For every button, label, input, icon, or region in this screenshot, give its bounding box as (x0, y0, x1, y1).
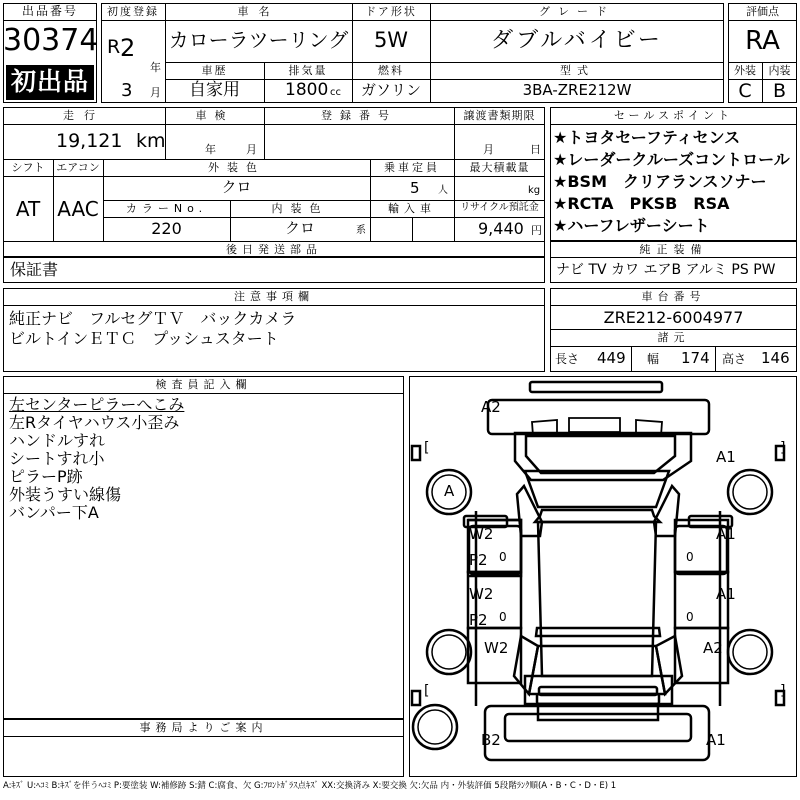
aircon-value: AAC (57, 197, 99, 221)
zero-mark: 0 (499, 610, 507, 624)
registration-year: 2 (120, 34, 136, 62)
first-listing-label: 初出品 (10, 67, 89, 96)
displacement-unit: cc (330, 87, 341, 98)
score-value: RA (745, 26, 780, 56)
genuine-equipment-value: ナビ TV カワ エアB アルミ PS PW (556, 262, 776, 278)
registration-header: 初度登録 (107, 5, 159, 18)
transfer-day-unit: 日 (530, 143, 541, 156)
history-value: 自家用 (189, 80, 240, 100)
damage-mark: A1 (716, 525, 736, 543)
registration-month-unit: 月 (150, 86, 161, 99)
displacement-header: 排気量 (288, 64, 328, 77)
sales-point-item: ★トヨタセーフティセンス (553, 128, 741, 147)
legend: A:ｷｽﾞ U:ﾍｺﾐ B:ｷｽﾞを伴うﾍｺﾐ P:要塗装 W:補修跡 S:錆 C:腐食、欠 G:ﾌﾛﾝﾄｶﾞﾗｽ点ｷｽﾞ XX:交換済み X:要交換 欠:欠品 内・外装評価 5段階ﾗﾝｸ順(A・B・C・D・E) 1 (3, 781, 617, 791)
office-header: 事務局よりご案内 (139, 721, 268, 734)
damage-mark: A (444, 482, 455, 500)
interior-color-unit: 系 (356, 225, 366, 236)
length-value: 449 (597, 349, 626, 367)
fuel-value: ガソリン (360, 81, 421, 99)
damage-mark: B2 (481, 731, 501, 749)
transfer-deadline-header: 譲渡書類期限 (463, 109, 536, 122)
inspector-line: シートすれ小 (9, 449, 105, 468)
score-header: 評価点 (746, 5, 779, 18)
notes-header: 注意事項欄 (234, 290, 314, 303)
damage-mark: W2 (469, 525, 494, 543)
registration-month: 3 (121, 80, 133, 101)
fuel-header: 燃料 (378, 64, 404, 77)
chassis-value: ZRE212-6004977 (603, 308, 744, 327)
genuine-equipment-header: 純正装備 (639, 243, 708, 256)
damage-mark: P2 (469, 551, 488, 569)
exterior-score-header: 外装 (734, 64, 756, 77)
inspection-header: 車検 (195, 109, 234, 122)
shift-value: AT (15, 197, 41, 221)
interior-score: B (772, 80, 787, 102)
grade-value: ダブルバイビー (491, 28, 663, 53)
capacity-header: 乗車定員 (384, 161, 440, 174)
inspection-year-unit: 年 (205, 143, 216, 156)
later-parts-value: 保証書 (10, 260, 59, 279)
damage-mark: A1 (706, 731, 726, 749)
bracket: [ (424, 440, 430, 456)
exterior-color-header: 外装色 (208, 161, 265, 174)
dimensions-header: 諸元 (657, 331, 690, 344)
damage-mark: A2 (703, 639, 723, 657)
damage-mark: P2 (469, 611, 488, 629)
exterior-score: C (738, 80, 752, 102)
registration-year-unit: 年 (150, 61, 161, 74)
notes-line: 純正ナビ フルセグＴＶ バックカメラ (9, 309, 297, 328)
bracket: ] (780, 440, 786, 456)
recycle-value: 9,440 (478, 219, 524, 238)
width-value: 174 (681, 349, 710, 367)
later-parts-section (3, 257, 545, 283)
damage-mark: W2 (484, 639, 509, 657)
sales-point-item: ★BSM クリアランスソナー (553, 172, 767, 191)
model-value: 3BA-ZRE212W (522, 81, 632, 99)
registration-era: R (107, 36, 121, 58)
exterior-color-value: クロ (221, 178, 252, 196)
zero-mark: 0 (686, 550, 694, 564)
inspector-line: ハンドルすれ (9, 431, 106, 450)
sales-point-item: ★RCTA PKSB RSA (553, 194, 730, 213)
car-name-header: 車名 (237, 5, 280, 18)
zero-mark: 0 (499, 550, 507, 564)
damage-mark: A2 (481, 398, 501, 416)
recycle-unit: 円 (531, 224, 542, 237)
inspector-line: 外装うすい線傷 (9, 485, 122, 504)
damage-mark: A1 (716, 585, 736, 603)
mileage-value: 19,121 (56, 130, 123, 152)
height-label: 高さ (722, 352, 747, 366)
capacity-unit: 人 (438, 185, 448, 196)
damage-mark: W2 (469, 585, 494, 603)
inspector-line: 左センターピラーへこみ (9, 395, 185, 414)
capacity-value: 5 (410, 179, 420, 197)
aircon-header: エアコン (56, 161, 100, 174)
length-label: 長さ (555, 352, 580, 366)
interior-color-header: 内装色 (271, 202, 329, 215)
interior-score-header: 内装 (768, 64, 791, 77)
color-no-header: カラーNo. (125, 202, 208, 215)
inspector-header: 検査員記入欄 (155, 378, 252, 391)
recycle-header: リサイクル預託金 (460, 202, 539, 213)
car-diagram (409, 376, 797, 777)
door-header: ドア形状 (365, 5, 417, 18)
history-header: 車歴 (201, 64, 228, 77)
grade-header: グレード (539, 5, 615, 18)
inspection-month-unit: 月 (246, 143, 257, 156)
mileage-unit: km (136, 130, 166, 152)
door-value: 5W (373, 28, 409, 52)
damage-mark: A1 (716, 448, 736, 466)
later-parts-header: 後日発送部品 (226, 243, 322, 256)
sales-point-item: ★レーダークルーズコントロール (553, 150, 790, 169)
sales-points-header: セールスポイント (613, 109, 733, 122)
sales-point-item: ★ハーフレザーシート (553, 216, 710, 235)
mileage-header: 走行 (63, 109, 105, 122)
bracket: [ (424, 683, 430, 699)
model-header: 型式 (560, 64, 594, 77)
height-value: 146 (761, 349, 790, 367)
width-label: 幅 (647, 352, 660, 366)
interior-color-value: クロ (284, 219, 315, 237)
max-load-unit: kg (528, 185, 541, 196)
color-no-value: 220 (151, 219, 182, 238)
transfer-month-unit: 月 (483, 143, 494, 156)
lot-number: 30374 (3, 23, 99, 58)
inspector-line: ピラーP跡 (9, 467, 83, 486)
reg-number-header: 登録番号 (321, 109, 397, 122)
chassis-header: 車台番号 (641, 290, 706, 303)
inspector-line: 左Rタイヤハウス小歪み (9, 413, 180, 432)
max-load-header: 最大積載量 (469, 161, 530, 174)
inspector-line: バンパー下A (9, 503, 99, 522)
displacement-value: 1800 (285, 80, 329, 100)
import-header: 輸入車 (388, 202, 436, 215)
car-name-value: カローラツーリング (168, 28, 349, 52)
notes-line: ビルトインＥＴＣ プッシュスタート (9, 329, 279, 348)
shift-header: シフト (11, 161, 45, 174)
zero-mark: 0 (686, 610, 694, 624)
lot-header: 出品番号 (21, 4, 78, 18)
bracket: ] (780, 683, 786, 699)
